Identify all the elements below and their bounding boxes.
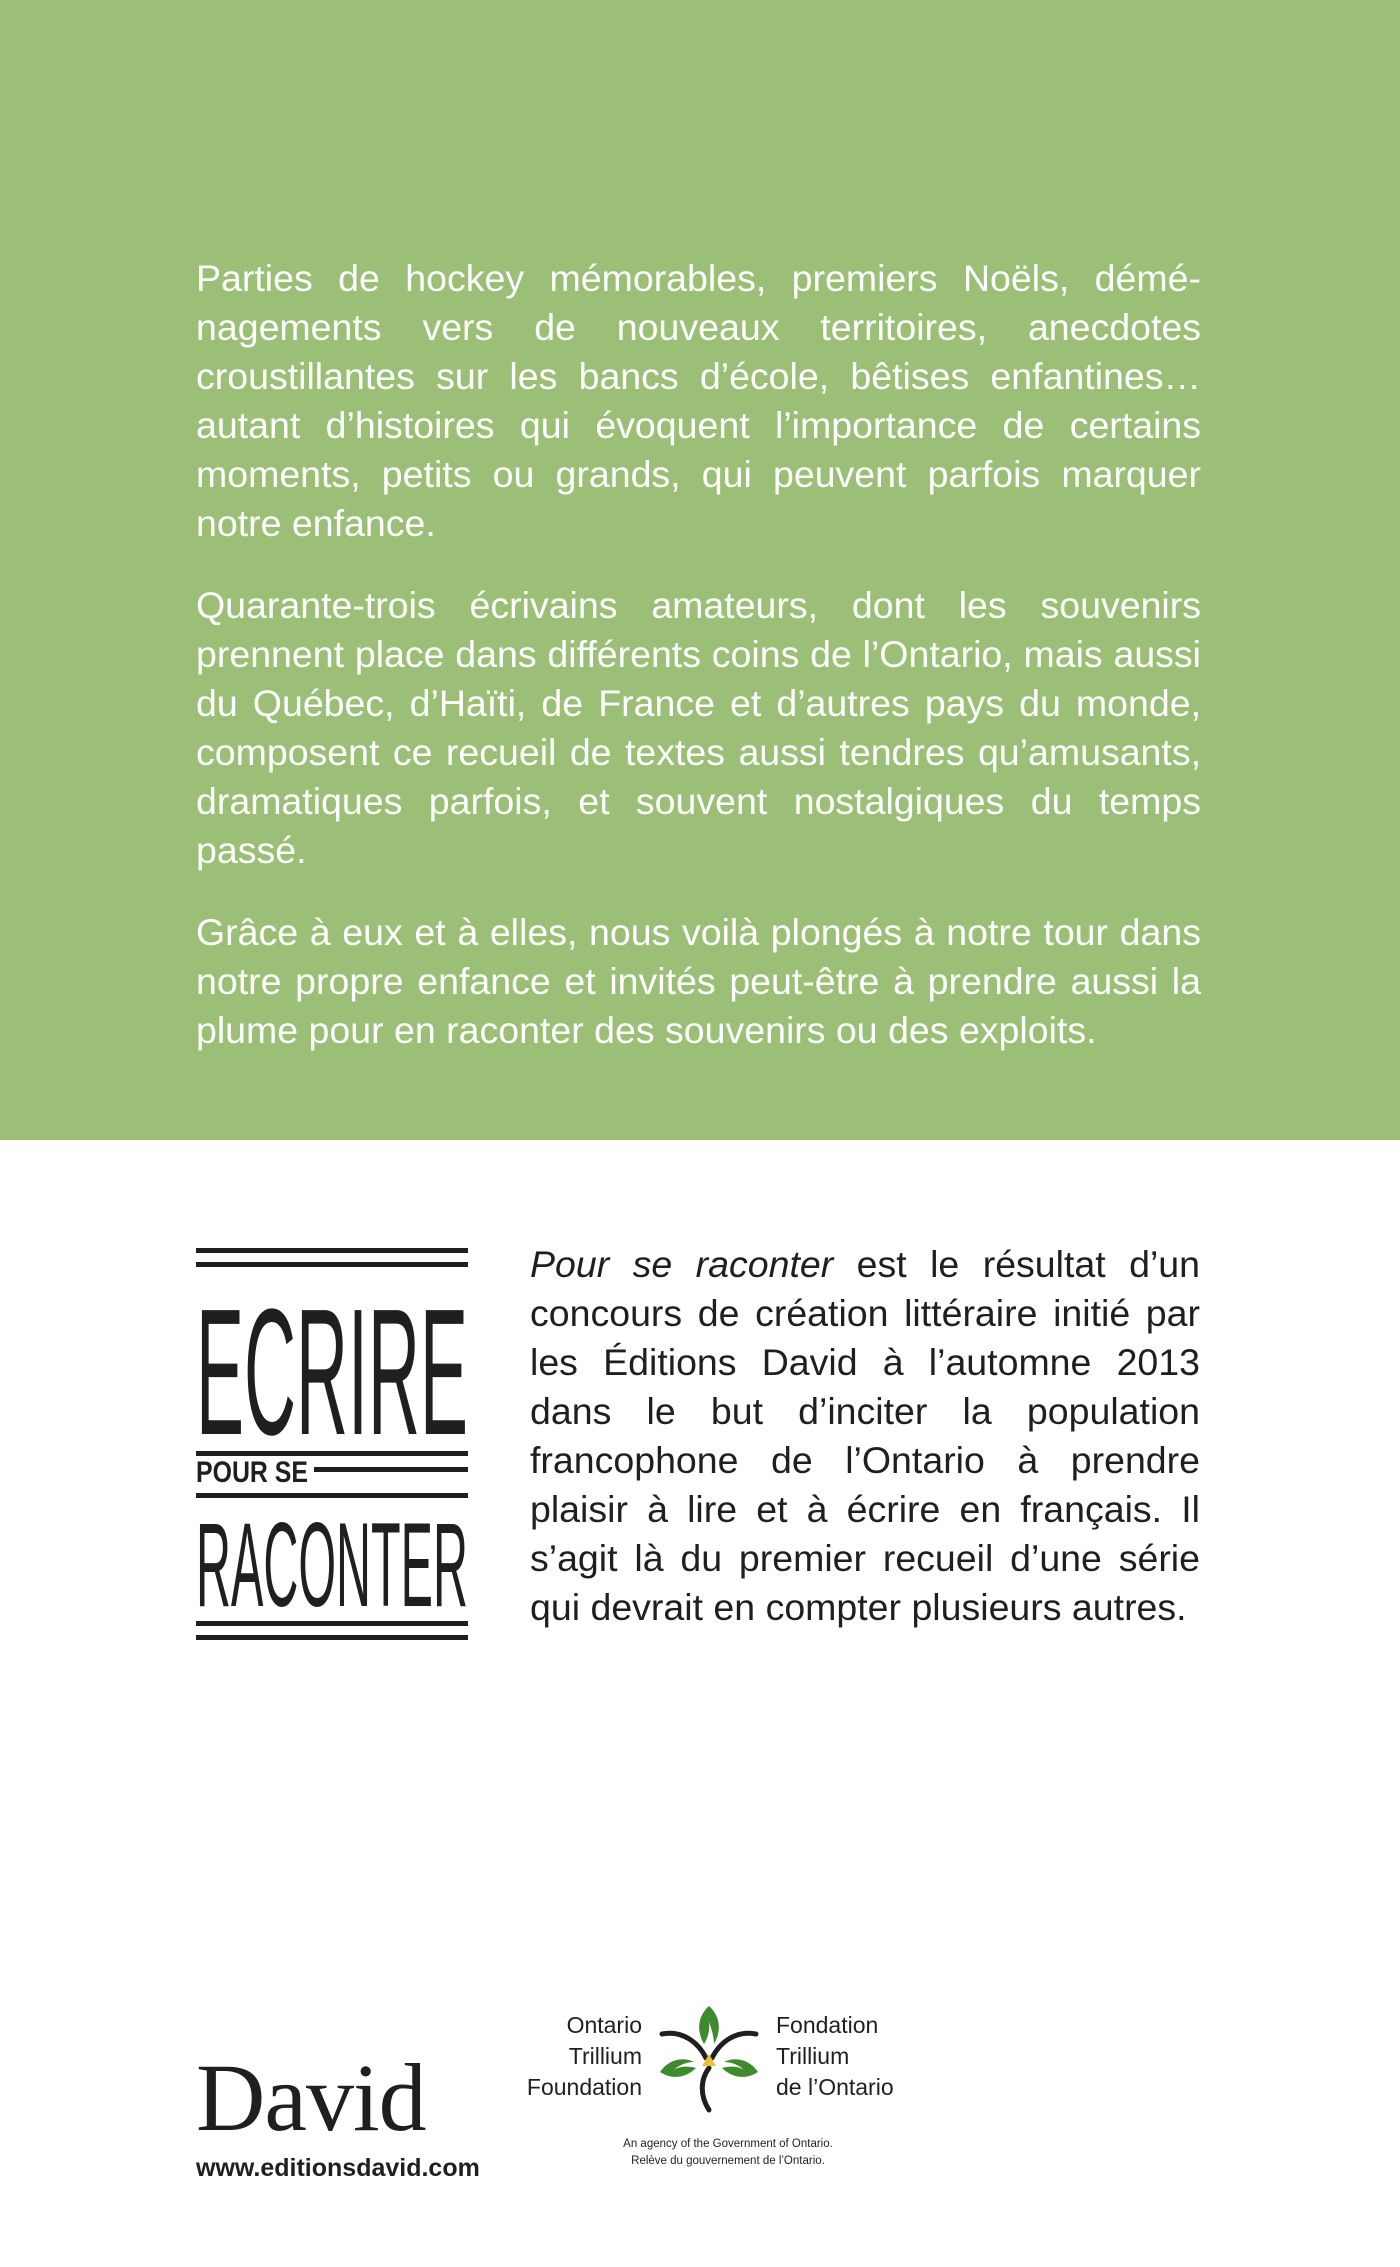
trillium-en-line-1: Ontario <box>566 2012 642 2038</box>
blurb-paragraph-2: Quarante-trois écrivains amateurs, dont les souvenirs prennent place dans différents coins de l’Ontario, mais aussi du Québec, d’Haïti, de France et d’autres pays du monde, composent ce recueil de textes aussi tendres qu’amusants, dramatiques parfois, et souvent nostalgiques du temps passé. <box>196 584 1201 871</box>
trillium-en-line-3: Foundation <box>526 2074 642 2100</box>
about-text: est le résultat d’un concours de création littéraire initié par les Éditions David à l’automne 2013 dans le but d’inciter la population francophone de l’Ontario à prendre plaisir à lire et à écrire en français. Il s’agit là du premier recueil d’une série qui devrait en compter plusieurs autres. <box>530 1243 1200 1628</box>
logo-word-pour-se: POUR SE <box>196 1456 308 1489</box>
series-logo <box>196 1248 468 1640</box>
book-title: Pour se raconter <box>530 1243 834 1285</box>
trillium-en-line-2: Trillium <box>568 2043 642 2069</box>
publisher-logo-david: David <box>196 2044 426 2151</box>
trillium-foundation-logo <box>512 2000 932 2180</box>
trillium-agency-english: An agency of the Government of Ontario. <box>623 2138 833 2150</box>
trillium-name-english <box>512 2010 642 2103</box>
about-paragraph <box>530 1240 1200 1632</box>
trillium-name-french <box>776 2010 936 2103</box>
trillium-fr-line-3: de l’Ontario <box>776 2074 894 2100</box>
series-logo-graphic <box>196 1248 468 1640</box>
trillium-fr-line-2: Trillium <box>776 2043 850 2069</box>
trillium-agency-note <box>608 2136 848 2170</box>
trillium-fr-line-1: Fondation <box>776 2012 879 2038</box>
trillium-flower-icon <box>652 2000 766 2120</box>
about-contest <box>530 1240 1200 1632</box>
logo-word-ecrire: ECRIRE <box>196 1272 468 1473</box>
trillium-agency-french: Relève du gouvernement de l’Ontario. <box>631 2155 825 2167</box>
blurb-paragraph-3: Grâce à eux et à elles, nous voilà plongés à notre tour dans notre propre enfance et invités peut-être à prendre aussi la plume pour en raconter des souvenirs ou des exploits. <box>196 911 1201 1051</box>
publisher-website: www.editionsdavid.com <box>196 2154 480 2182</box>
back-cover-blurb <box>196 254 1201 1055</box>
logo-word-raconter: RACONTER <box>196 1498 468 1632</box>
publisher-block <box>196 2044 480 2183</box>
blurb-paragraph-1: Parties de hockey mémorables, premiers Noëls, déménagements vers de nouveaux territoires, anecdotes croustillantes sur les bancs d’école, bêtises enfantines… autant d’histoires qui évoquent l’importance de certains moments, petits ou grands, qui peuvent parfois marquer notre enfance. <box>196 257 1201 544</box>
